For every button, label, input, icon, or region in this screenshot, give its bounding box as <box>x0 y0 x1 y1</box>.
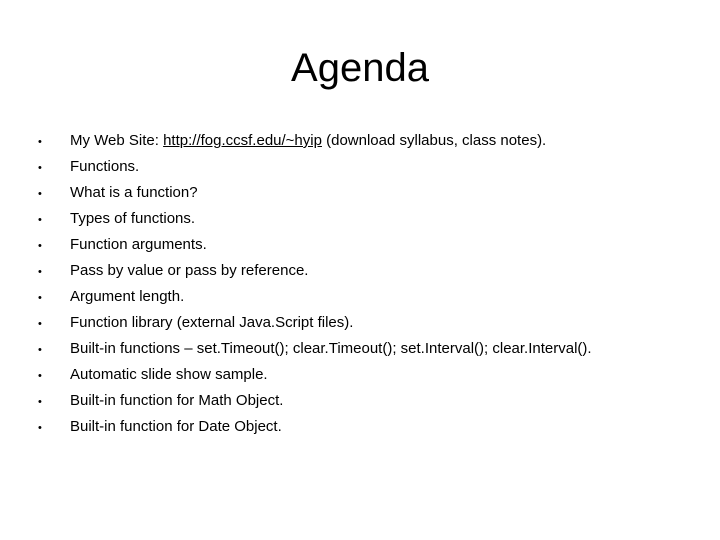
list-item-text: Built-in functions – set.Timeout(); clear.Timeout(); set.Interval(); clear.Interval(). <box>70 340 592 357</box>
bullet-icon: • <box>38 292 42 304</box>
list-item-text: Function arguments. <box>70 236 207 253</box>
list-item <box>38 258 708 284</box>
list-item-text: What is a function? <box>70 184 198 201</box>
list-item-prefix: My Web Site: <box>70 132 164 149</box>
bullet-icon: • <box>38 214 42 226</box>
slide-title: Agenda <box>291 46 429 90</box>
list-item <box>38 180 708 206</box>
bullet-icon: • <box>38 318 42 330</box>
bullet-icon: • <box>38 422 42 434</box>
website-link[interactable]: http://fog.ccsf.edu/~hyip <box>163 132 322 149</box>
list-item <box>38 232 708 258</box>
list-item <box>38 154 708 180</box>
bullet-icon: • <box>38 136 42 148</box>
agenda-list <box>38 128 708 440</box>
list-item-text: Types of functions. <box>70 210 196 227</box>
list-item <box>38 336 708 362</box>
list-item <box>38 414 708 440</box>
list-item-text: Functions. <box>70 158 140 175</box>
bullet-icon: • <box>38 188 42 200</box>
list-item <box>38 388 708 414</box>
list-item-suffix: (download syllabus, class notes). <box>321 132 547 149</box>
list-item-text: Built-in function for Math Object. <box>70 392 284 409</box>
list-item-text: Argument length. <box>70 288 185 305</box>
bullet-icon: • <box>38 396 42 408</box>
bullet-icon: • <box>38 344 42 356</box>
list-item <box>38 362 708 388</box>
bullet-icon: • <box>38 162 42 174</box>
list-item <box>38 310 708 336</box>
list-item-text: Function library (external Java.Script files). <box>70 314 354 331</box>
bullet-icon: • <box>38 370 42 382</box>
list-item <box>38 206 708 232</box>
bullet-icon: • <box>38 240 42 252</box>
bullet-icon: • <box>38 266 42 278</box>
list-item-text: Built-in function for Date Object. <box>70 418 282 435</box>
list-item-text: Pass by value or pass by reference. <box>70 262 309 279</box>
list-item-text <box>70 128 546 154</box>
list-item-text: Automatic slide show sample. <box>70 366 268 383</box>
list-item <box>38 284 708 310</box>
list-item <box>38 128 708 154</box>
